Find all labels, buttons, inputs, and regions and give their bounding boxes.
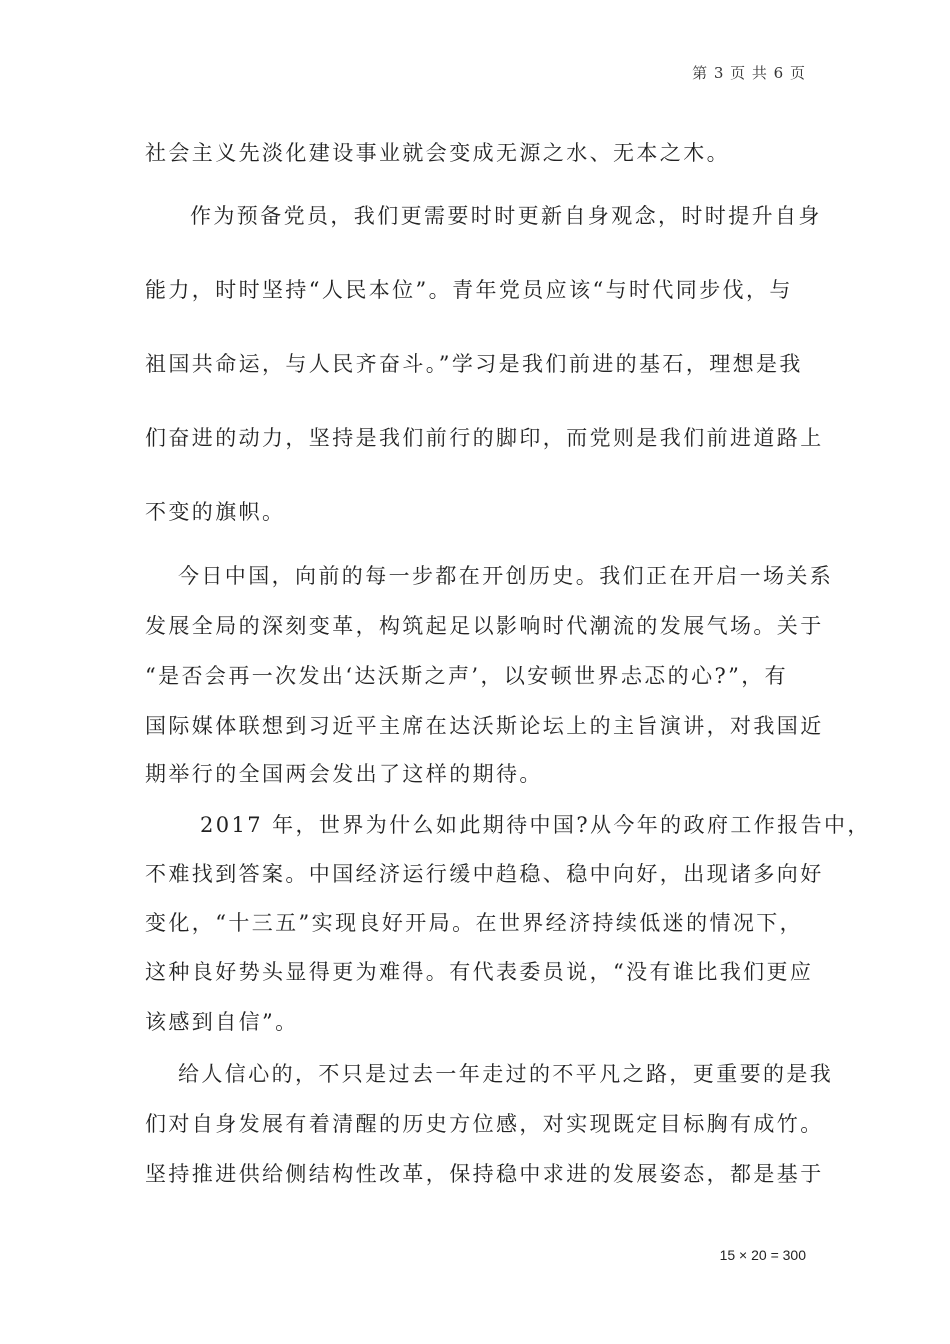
body-line: 给人信心的，不只是过去一年走过的不平凡之路，更重要的是我 (178, 1062, 834, 1086)
body-line: 这种良好势头显得更为难得。有代表委员说，“没有谁比我们更应 (145, 960, 814, 984)
body-line: 能力，时时坚持“人民本位”。青年党员应该“与时代同步伐，与 (145, 278, 793, 302)
footer-equation: 15 × 20 = 300 (719, 1247, 806, 1263)
body-line: 们对自身发展有着清醒的历史方位感，对实现既定目标胸有成竹。 (145, 1112, 824, 1136)
body-line: 发展全局的深刻变革，构筑起足以影响时代潮流的发展气场。关于 (145, 614, 824, 638)
body-line: 国际媒体联想到习近平主席在达沃斯论坛上的主旨演讲，对我国近 (145, 714, 824, 738)
body-line: 2017 年，世界为什么如此期待中国?从今年的政府工作报告中， (200, 813, 871, 837)
body-line: 期举行的全国两会发出了这样的期待。 (145, 762, 543, 786)
body-line: 社会主义先淡化建设事业就会变成无源之水、无本之木。 (145, 141, 730, 165)
body-line: 作为预备党员，我们更需要时时更新自身观念，时时提升自身 (190, 204, 822, 228)
body-line: 今日中国，向前的每一步都在开创历史。我们正在开启一场关系 (178, 564, 834, 588)
body-line: 该感到自信”。 (145, 1010, 299, 1034)
body-line: 不变的旗帜。 (145, 500, 286, 524)
body-line: 变化，“十三五”实现良好开局。在世界经济持续低迷的情况下， (145, 911, 804, 935)
body-line: “是否会再一次发出‘达沃斯之声’，以安顿世界忐忑的心?”，有 (145, 664, 789, 688)
body-line: 们奋进的动力，坚持是我们前行的脚印，而党则是我们前进道路上 (145, 426, 824, 450)
body-line: 不难找到答案。中国经济运行缓中趋稳、稳中向好，出现诸多向好 (145, 862, 824, 886)
body-line: 祖国共命运，与人民齐奋斗。”学习是我们前进的基石，理想是我 (145, 352, 803, 376)
body-line: 坚持推进供给侧结构性改革，保持稳中求进的发展姿态，都是基于 (145, 1162, 824, 1186)
page-number-header: 第 3 页 共 6 页 (692, 64, 806, 82)
